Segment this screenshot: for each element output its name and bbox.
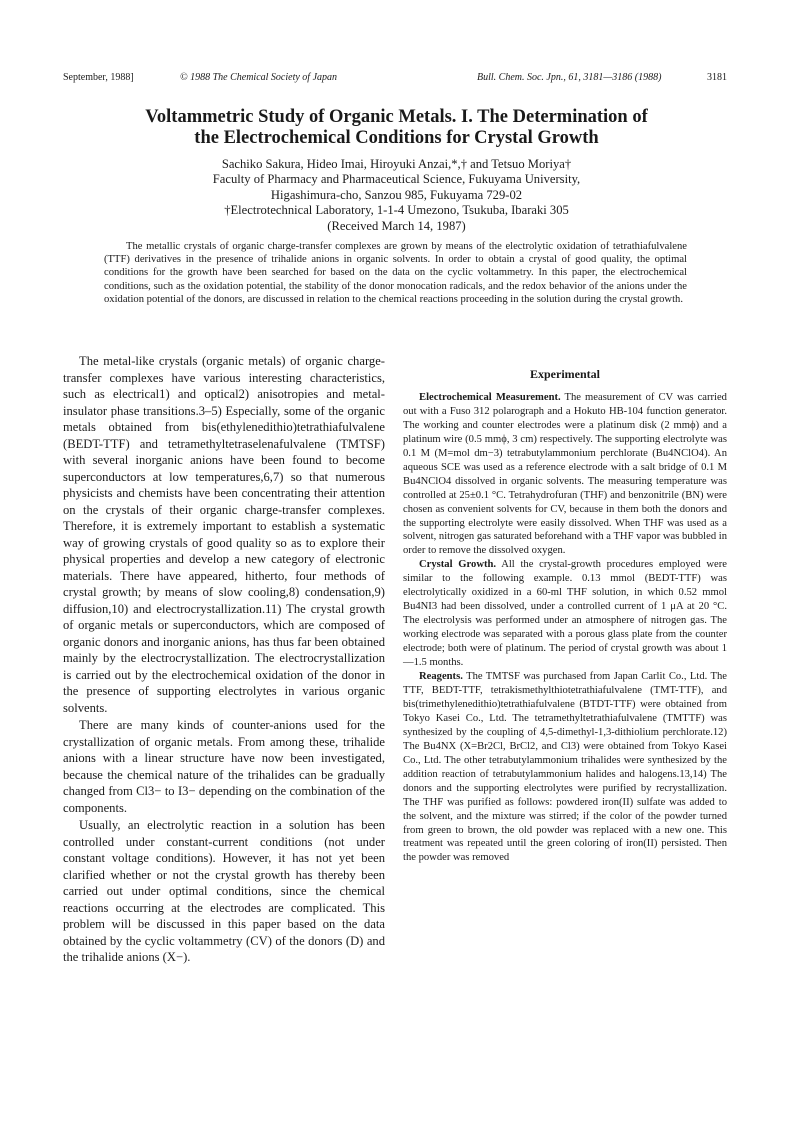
crystal-growth-text: All the crystal-growth procedures employed were similar to the following example. 0.13 mmol (BEDT-TTF) was electrolytically oxidized in a 60-ml THF solution, in which 0.52 mmol Bu4NI3 had been dissolved, under a controlled current of 1 μA at 20 °C. The electrolysis was performed under an atmosphere of nitrogen gas. The working electrode was separated with a porous glass plate from the counter electrode; both were of platinum. The period of crystal growth was about 1—1.5 months.	[403, 559, 727, 669]
affiliation-2: †Electrotechnical Laboratory, 1-1-4 Umezono, Tsukuba, Ibaraki 305	[224, 203, 569, 218]
header-page-number: 3181	[707, 72, 727, 83]
intro-paragraph-1: The metal-like crystals (organic metals) of organic charge-transfer complexes have various interesting characteristics, such as electrical1) and optical2) anisotropies and metal-insulator phase transitions.3–5) Especially, some of the organic metals obtained from bis(ethylenedithio)tetrathiafulvalene (BEDT-TTF) and tetramethyltetraselenafulvalene (TMTSF) with several inorganic anions have been found to become superconductors at low temperatures,6,7) so that numerous physicists and chemists have been concentrating their attention on the crystals of their organic charge-transfer complexes. Therefore, it is extremely important to establish a systematic way of growing crystals of good quality so as to explore their physical properties and develop a new category of electronic materials. There have appeared, hitherto, four methods of crystal growth; by means of slow cooling,8) condensation,9) diffusion,10) and electrocrystallization.11) The crystal growth of organic metals or superconductors, which are composed of organic donors and inorganic anions, has thus far been obtained mainly by the electrocrystallization. The electrocrystallization is carried out by the electrochemical oxidation of the donor in the presence of supporting electrolytes in various organic solvents.	[63, 354, 385, 715]
section-heading-experimental: Experimental	[530, 367, 600, 381]
run-in-heading-reagents: Reagents.	[419, 671, 463, 683]
title-line-2: the Electrochemical Conditions for Crystal Growth	[194, 128, 599, 148]
reagents-text: The TMTSF was purchased from Japan Carlit Co., Ltd. The TTF, BEDT-TTF, tetrakismethylthiotetrathiafulvalene (TMT-TTF), and bis(trimethylenedithio)tetrathiafulvalene (BTDT-TTF) were obtained from Tokyo Kasei Co., Ltd. The tetramethyltetrathiafulvalene (TMTTF) was synthesized by the coupling of 4,5-dimethyl-1,3-dithiolium perchlorate.12) The Bu4NX (X=Br2Cl, BrCl2, and Cl3) were obtained from Tokyo Kasei Co., Ltd. The other tetrabutylammonium trihalides were synthesized by the addition reaction of tetrabutylammonium halides and halogens.13,14) The donors and the supporting electrolytes were purified by recrystallization. The THF was purified as follows: powdered iron(II) sulfate was added to the solvent, and the mixture was stirred; if the color of the powder turned from green to brown, the old powder was replaced with a new one. This treatment was repeated until the green coloring of iron(II) persisted. Then the powder was removed	[403, 671, 727, 864]
left-column	[63, 353, 385, 966]
article-title	[60, 107, 733, 149]
intro-paragraph-3: Usually, an electrolytic reaction in a solution has been controlled under constant-current conditions (not under constant voltage conditions). However, it has not yet been clarified whether or not the crystal growth has thereby been carried out under optimal conditions, since the chemical reactions occurring at the electrodes are complicated. This problem will be discussed in this paper based on the data obtained by the cyclic voltammetry (CV) of the donors (D) and the trihalide anions (X−).	[63, 818, 385, 964]
experimental-paragraph-1	[403, 391, 727, 558]
header-date: September, 1988]	[63, 72, 134, 83]
experimental-paragraph-3	[403, 670, 727, 865]
abstract: The metallic crystals of organic charge-transfer complexes are grown by means of the electrolytic oxidation of tetrathiafulvalene (TTF) derivatives in the presence of trihalide anions in organic solvents. In order to obtain a crystal of good quality, the optimal conditions for the growth have been searched for based on the data on the cyclic voltammetry. In this paper, the electrochemical conditions, such as the oxidation potential, the stability of the donor monocation radicals, and the redox behavior of the anions under the oxidation potential of the donors, are discussed in relation to the chemical reactions proceeding in the solution during the crystal growth.	[104, 241, 687, 305]
electrochemical-text: The measurement of CV was carried out with a Fuso 312 polarograph and a Hokuto HB-104 function generator. The working and counter electrodes were a platinum disk (2 mmϕ) and a platinum wire (0.5 mmϕ, 3 cm) respectively. The supporting electrolyte was 0.1 M (M=mol dm−3) tetrabutylammonium perchlorate (Bu4NClO4). An aqueous SCE was used as a reference electrode with a salt bridge of 0.1 M Bu4NClO4 dissolved in organic solvents. The measuring temperature was controlled at 25±0.1 °C. Tetrahydrofuran (THF) and benzonitrile (BN) were chosen as convenient solvents for CV, because in them both the donors and the supporting electrolyte were easily dissolved. When THF was used as a solvent, nitrogen gas saturated beforehand with a THF vapor was bubbled in order to remove the dissolved oxygen.	[403, 391, 728, 557]
experimental-paragraph-2	[403, 558, 727, 670]
run-in-heading-crystal-growth: Crystal Growth.	[419, 559, 497, 571]
right-column	[403, 353, 727, 865]
header-journal-citation: Bull. Chem. Soc. Jpn., 61, 3181—3186 (1988)	[477, 72, 662, 83]
author-block	[60, 157, 733, 234]
intro-paragraph-2: There are many kinds of counter-anions used for the crystallization of organic metals. From among these, trihalide anions with a linear structure have now been investigated, because the chemical nature of the trihalides can be gradually changed from Cl3− to I3− depending on the combination of the components.	[63, 718, 385, 815]
title-line-1: Voltammetric Study of Organic Metals. I. The Determination of	[145, 107, 648, 127]
header-copyright: © 1988 The Chemical Society of Japan	[180, 72, 338, 83]
received-date: (Received March 14, 1987)	[327, 218, 466, 233]
author-names: Sachiko Sakura, Hideo Imai, Hiroyuki Anzai,*,† and Tetsuo Moriya†	[221, 157, 572, 171]
running-header	[63, 72, 727, 88]
affiliation-1-line-2: Higashimura-cho, Sanzou 985, Fukuyama 729-02	[270, 187, 523, 202]
run-in-heading-electrochemical: Electrochemical Measurement.	[419, 391, 561, 403]
affiliation-1-line-1: Faculty of Pharmacy and Pharmaceutical Science, Fukuyama University,	[212, 172, 581, 187]
